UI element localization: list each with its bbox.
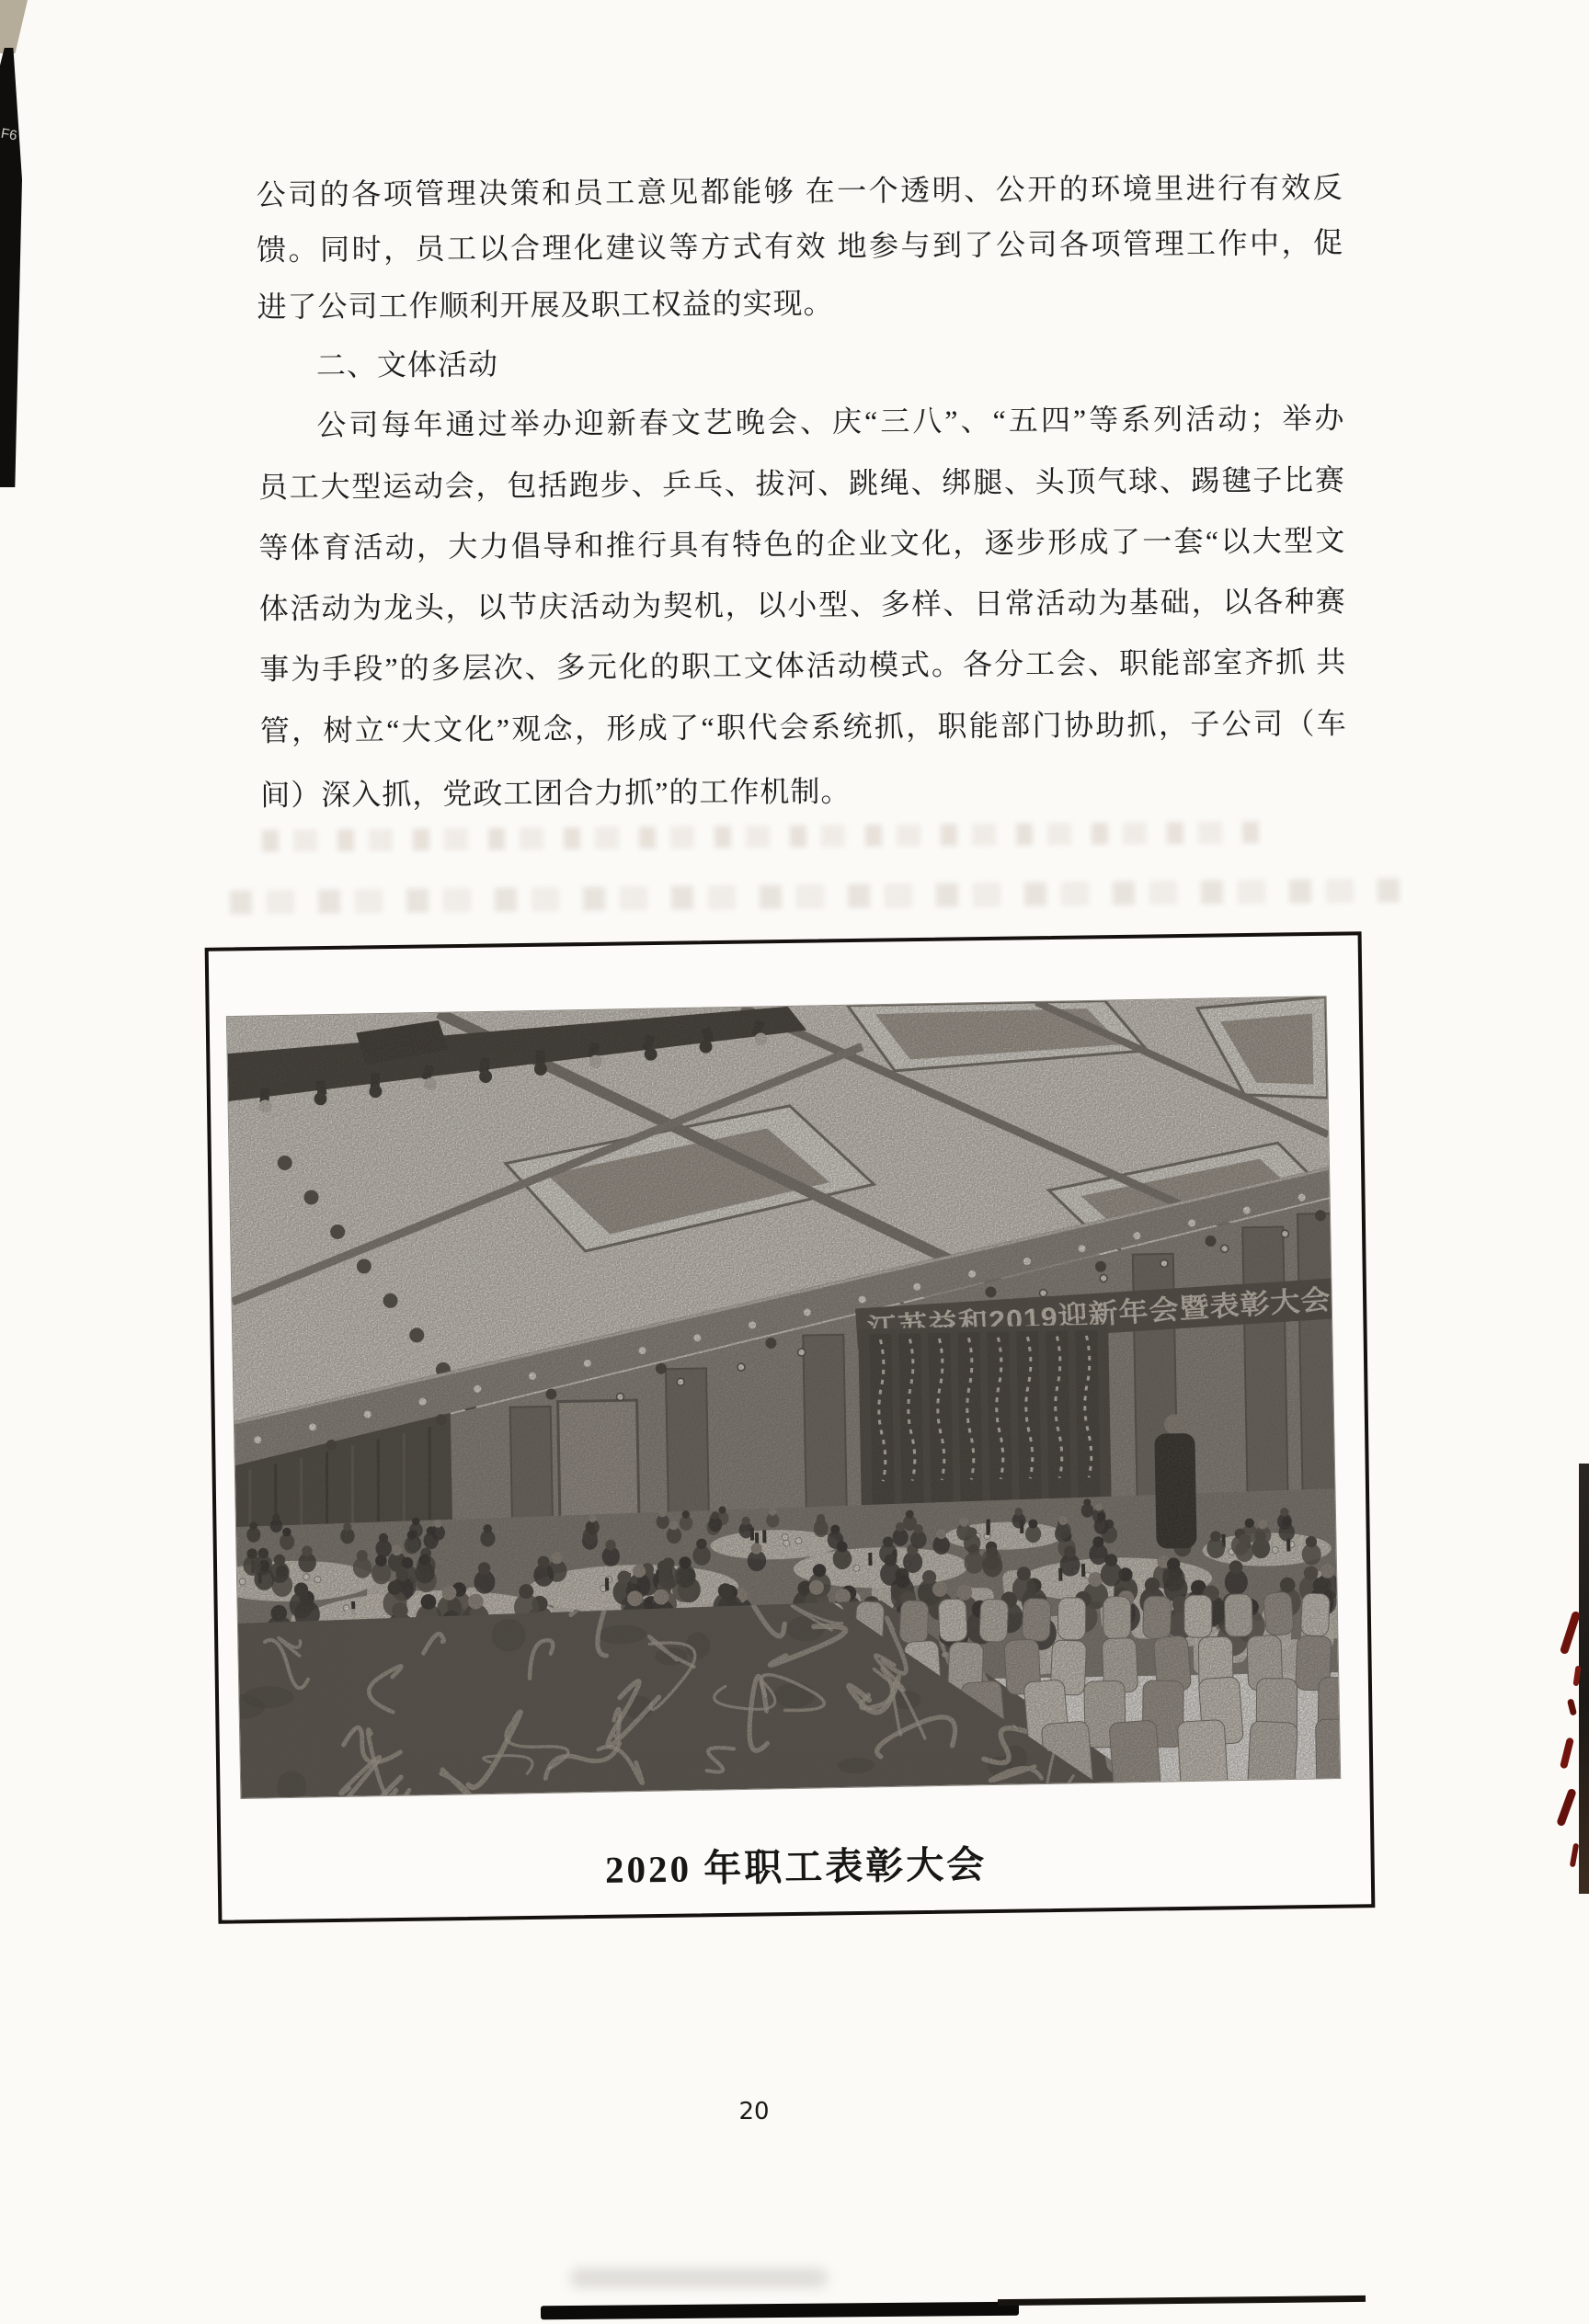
body-line: 等体育活动，大力倡导和推行具有特色的企业文化，逐步形成了一套“以大型文 <box>258 523 1346 564</box>
red-pen-mark <box>1570 1843 1579 1868</box>
body-line: 事为手段”的多层次、多元化的职工文体活动模式。各分工会、职能部室齐抓 共 <box>259 644 1347 686</box>
body-line: 公司每年通过举办迎新春文艺晚会、庆“三八”、“五四”等系列活动；举办 <box>316 401 1345 442</box>
red-pen-mark <box>1560 1737 1574 1770</box>
red-pen-mark <box>1567 1698 1577 1715</box>
scan-right-edge-strip <box>1579 1464 1589 1894</box>
red-pen-mark <box>1560 1611 1581 1655</box>
body-line: 管，树立“大文化”观念，形成了“职代会系统抓，职能部门协助抓，子公司（车 <box>259 706 1347 747</box>
scan-edge-mark: F6 <box>0 125 18 144</box>
body-text <box>255 0 1347 827</box>
figure-frame <box>205 931 1376 1923</box>
scan-smudge <box>570 2269 828 2287</box>
figure-caption: 2020 年职工表彰大会 <box>604 1843 988 1891</box>
scan-corner-artifact <box>0 0 28 53</box>
banquet-photo <box>227 997 1340 1798</box>
body-line: 公司的各项管理决策和员工意见都能够 在一个透明、公开的环境里进行有效反 <box>256 170 1343 212</box>
scan-bottom-edge <box>541 2302 1019 2320</box>
section-heading: 二、文体活动 <box>315 347 499 382</box>
body-line: 员工大型运动会，包括跑步、乒乓、拔河、跳绳、绑腿、头顶气球、踢毽子比赛 <box>257 462 1346 504</box>
bleed-through-text <box>230 878 1407 914</box>
red-pen-mark <box>1556 1788 1577 1828</box>
body-line: 进了公司工作顺利开展及职工权益的实现。 <box>257 286 834 325</box>
body-line: 馈。同时，员工以合理化建议等方式有效 地参与到了公司各项管理工作中，促 <box>256 225 1344 268</box>
body-line: 间）深入抓，党政工团合力抓”的工作机制。 <box>260 774 852 812</box>
scan-bottom-edge <box>998 2296 1366 2306</box>
scan-left-edge-shadow <box>0 48 22 487</box>
page-number: 20 <box>738 2098 770 2125</box>
body-line: 体活动为龙头，以节庆活动为契机，以小型、多样、日常活动为基础，以各种赛 <box>258 584 1346 625</box>
